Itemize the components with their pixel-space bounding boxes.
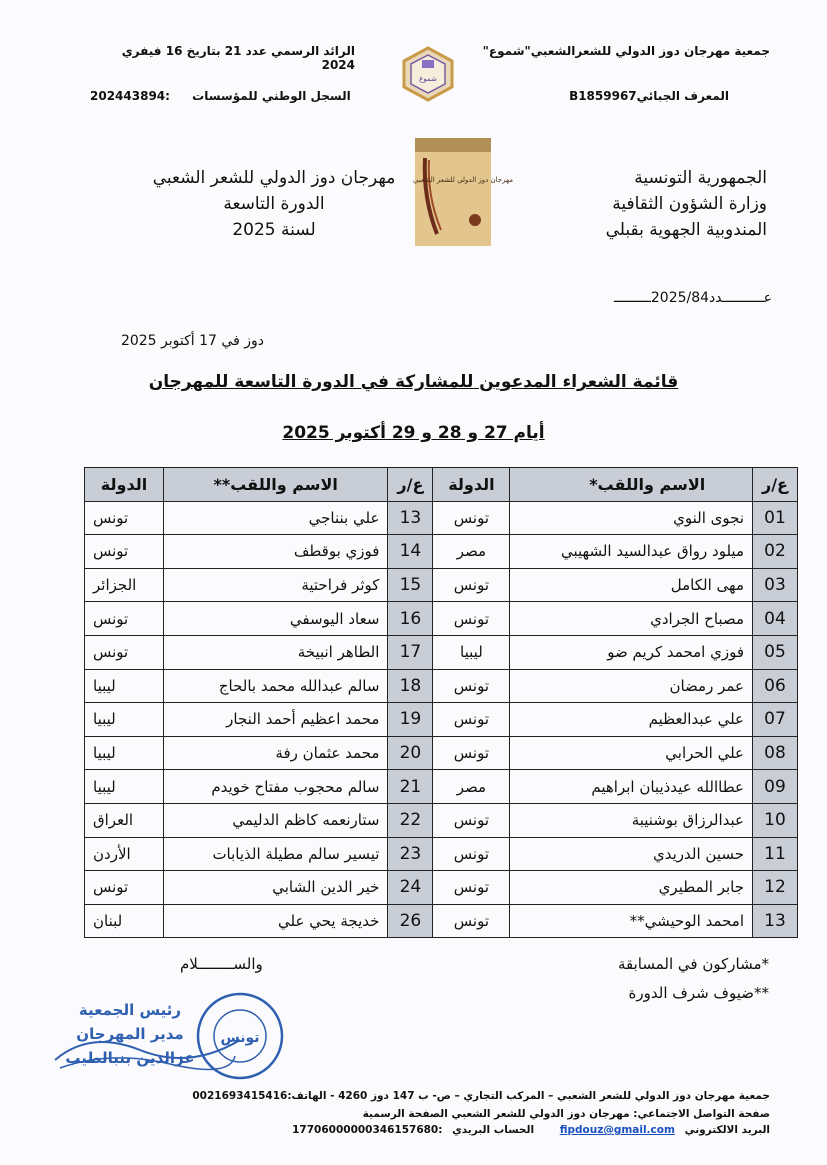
poet-name: علي عبدالعظيم	[510, 703, 753, 737]
poet-country: مصر	[433, 535, 510, 569]
row-number: 22	[388, 803, 433, 837]
footer-address: جمعية مهرجان دوز الدولي للشعر الشعبي – المركب التجاري – ص- ب 147 دوز 4260 - الهاتف:0021693415416	[192, 1090, 770, 1102]
row-number: 11	[753, 837, 798, 871]
row-number: 14	[388, 535, 433, 569]
poet-country: العراق	[85, 803, 164, 837]
poet-country: الأردن	[85, 837, 164, 871]
poet-country: ليبيا	[433, 635, 510, 669]
poet-name: الطاهر انبيخة	[164, 635, 388, 669]
poet-country: تونس	[433, 871, 510, 905]
row-number: 02	[753, 535, 798, 569]
row-number: 17	[388, 635, 433, 669]
poet-name: ستارنعمه كاظم الدليمي	[164, 803, 388, 837]
poet-name: محمد اعظيم أحمد النجار	[164, 703, 388, 737]
festival-year: لسنة 2025	[232, 220, 316, 240]
poet-country: تونس	[85, 635, 164, 669]
poet-country: تونس	[433, 703, 510, 737]
association-logo	[400, 46, 456, 102]
poet-country: ليبيا	[85, 736, 164, 770]
registry-number: 202443894:	[90, 89, 170, 103]
document-date: دوز في 17 أكتوبر 2025	[120, 333, 264, 349]
row-number: 12	[753, 871, 798, 905]
closing-salutation: والســــــــلام	[180, 955, 263, 973]
poet-country: تونس	[433, 803, 510, 837]
registry-label: السجل الوطني للمؤسسات	[192, 89, 351, 103]
poet-country: تونس	[85, 535, 164, 569]
row-number: 07	[753, 703, 798, 737]
col-country-2: الدولة	[85, 468, 164, 502]
poet-name: فوزي امحمد كريم ضو	[510, 635, 753, 669]
handwritten-signature	[50, 1020, 250, 1080]
table-row	[85, 635, 798, 669]
poet-country: ليبيا	[85, 669, 164, 703]
poet-name: مصباح الجرادي	[510, 602, 753, 636]
table-row	[85, 669, 798, 703]
festival-session: الدورة التاسعة	[223, 194, 325, 214]
poet-name: عبدالرزاق بوشنيبة	[510, 803, 753, 837]
poet-name: جابر المطيري	[510, 871, 753, 905]
row-number: 01	[753, 501, 798, 535]
row-number: 13	[753, 904, 798, 938]
tax-identifier: المعرف الجبائيB1859967	[569, 89, 729, 103]
table-row	[85, 871, 798, 905]
poet-country: تونس	[433, 736, 510, 770]
poet-name: خير الدين الشابي	[164, 871, 388, 905]
poet-name: عمر رمضان	[510, 669, 753, 703]
col-name-1: الاسم واللقب*	[510, 468, 753, 502]
signatory-name: عزالدين بنبالطيب	[65, 1049, 195, 1067]
poet-name: حسين الدريدي	[510, 837, 753, 871]
festival-name: مهرجان دوز الدولي للشعر الشعبي	[152, 168, 396, 188]
row-number: 03	[753, 568, 798, 602]
festival-poster	[413, 138, 513, 246]
row-number: 24	[388, 871, 433, 905]
table-row	[85, 837, 798, 871]
association-name: جمعية مهرجان دوز الدولي للشعرالشعبي"شموع"	[482, 44, 770, 58]
email-link[interactable]: fipdouz@gmail.com	[559, 1124, 675, 1136]
poet-country: تونس	[85, 602, 164, 636]
poet-name: محمد عثمان رفة	[164, 736, 388, 770]
poet-name: خديجة يحي علي	[164, 904, 388, 938]
issuer-block	[606, 165, 767, 243]
poet-country: تونس	[433, 837, 510, 871]
row-number: 13	[388, 501, 433, 535]
poet-country: تونس	[433, 904, 510, 938]
poet-name: سالم عبدالله محمد بالحاج	[164, 669, 388, 703]
col-country-1: الدولة	[433, 468, 510, 502]
footer-contact	[70, 1124, 770, 1136]
signatory-title-1: رئيس الجمعية	[78, 1001, 182, 1019]
poet-country: تونس	[433, 602, 510, 636]
row-number: 21	[388, 770, 433, 804]
poet-country: ليبيا	[85, 770, 164, 804]
note-guests: **ضيوف شرف الدورة	[628, 984, 769, 1002]
poet-name: عطاالله عيدذيبان ابراهيم	[510, 770, 753, 804]
row-number: 08	[753, 736, 798, 770]
poet-name: علي الحرابي	[510, 736, 753, 770]
row-number: 05	[753, 635, 798, 669]
svg-text:تونس: تونس	[220, 1030, 260, 1046]
poets-table	[84, 467, 798, 938]
poet-country: ليبيا	[85, 703, 164, 737]
poet-country: الجزائر	[85, 568, 164, 602]
poet-name: ميلود رواق عبدالسيد الشهيبي	[510, 535, 753, 569]
poet-name: سالم محجوب مفتاح خويدم	[164, 770, 388, 804]
poet-country: تونس	[433, 669, 510, 703]
row-number: 18	[388, 669, 433, 703]
national-registry	[90, 89, 351, 103]
poet-name: علي بنناجي	[164, 501, 388, 535]
poet-name: امحمد الوحيشي**	[510, 904, 753, 938]
row-number: 19	[388, 703, 433, 737]
row-number: 15	[388, 568, 433, 602]
table-row	[85, 501, 798, 535]
row-number: 09	[753, 770, 798, 804]
row-number: 20	[388, 736, 433, 770]
poet-country: تونس	[433, 568, 510, 602]
poet-name: مهى الكامل	[510, 568, 753, 602]
poet-country: تونس	[85, 501, 164, 535]
col-number-1: ع/ر	[753, 468, 798, 502]
table-row	[85, 602, 798, 636]
col-name-2: الاسم واللقب**	[164, 468, 388, 502]
col-number-2: ع/ر	[388, 468, 433, 502]
row-number: 04	[753, 602, 798, 636]
row-number: 26	[388, 904, 433, 938]
poet-country: مصر	[433, 770, 510, 804]
poet-name: سعاد اليوسفي	[164, 602, 388, 636]
republic-name: الجمهورية التونسية	[634, 168, 767, 188]
table-header-row	[85, 468, 798, 502]
poet-country: تونس	[433, 501, 510, 535]
signatory-title-2: مدير المهرجان	[76, 1025, 184, 1043]
poet-name: كوثر فراحتية	[164, 568, 388, 602]
official-gazette: الرائد الرسمي عدد 21 بتاريخ 16 فيفري 2024	[121, 44, 355, 72]
poet-name: نجوى النوي	[510, 501, 753, 535]
document-subtitle: أيام 27 و 28 و 29 أكتوبر 2025	[282, 423, 545, 443]
postal-account: 17706000000346157680:	[292, 1124, 443, 1136]
row-number: 23	[388, 837, 433, 871]
table-row	[85, 770, 798, 804]
postal-label: الحساب البريدي	[452, 1124, 535, 1136]
poet-country: لبنان	[85, 904, 164, 938]
table-row	[85, 703, 798, 737]
reference-number: عــــــــــدد2025/84ـــــــــ	[613, 290, 772, 306]
row-number: 10	[753, 803, 798, 837]
poet-country: تونس	[85, 871, 164, 905]
table-row	[85, 568, 798, 602]
svg-text:مهرجان دوز الدولي للشعر الشعبي: مهرجان دوز الدولي للشعر الشعبي	[413, 176, 513, 184]
ministry-name: وزارة الشؤون الثقافية	[612, 194, 767, 214]
table-row	[85, 803, 798, 837]
document-title: قائمة الشعراء المدعوين للمشاركة في الدورة التاسعة للمهرجان	[148, 372, 679, 392]
footer-social: صفحة التواصل الاجتماعي: مهرجان دوز الدولي للشعر الشعبي الصفحة الرسمية	[362, 1108, 770, 1120]
table-row	[85, 535, 798, 569]
delegation-name: المندوبية الجهوية بقبلي	[605, 220, 767, 240]
row-number: 16	[388, 602, 433, 636]
table-row	[85, 904, 798, 938]
poet-name: فوزي بوقطف	[164, 535, 388, 569]
festival-block	[150, 165, 398, 243]
row-number: 06	[753, 669, 798, 703]
note-competition: *مشاركون في المسابقة	[617, 955, 769, 973]
svg-text:شموع: شموع	[419, 75, 437, 83]
poet-name: تيسير سالم مطيلة الذيابات	[164, 837, 388, 871]
email-label: البريد الالكتروني	[684, 1124, 770, 1136]
table-row	[85, 736, 798, 770]
